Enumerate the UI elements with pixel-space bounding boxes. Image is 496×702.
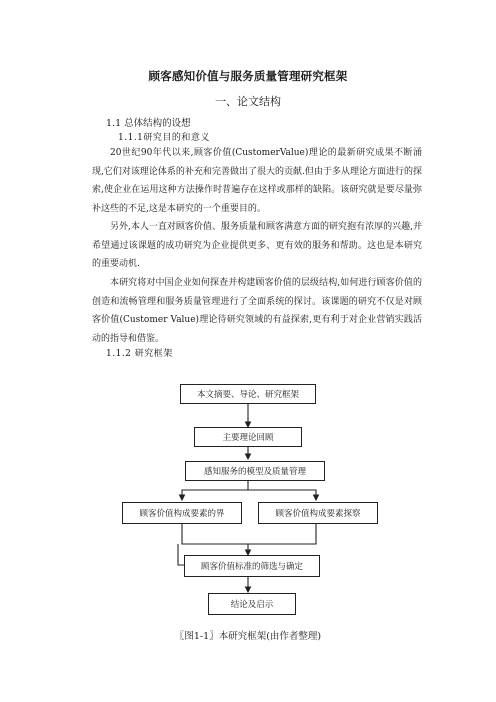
flow-box-abstract: 本文摘要、导论、研究框架 [180,384,316,404]
figure-caption: 〖图1-1〗本研究框架(由作者整理) [174,631,322,642]
subsection-heading: 1.1 总体结构的设想 [106,118,191,129]
flow-box-conclusion: 结论及启示 [208,593,296,615]
flow-box-value-explore: 顾客价值构成要素探察 [258,502,378,524]
flow-box-service-model: 感知服务的模型及质量管理 [185,461,325,481]
flow-box-theory-review: 主要理论回顾 [194,427,302,447]
paragraph-3: 本研究将对中国企业如何探查并构建顾客价值的层级结构,如何进行顾客价值的创造和流畅管理和服务质量管理进行了全面系统的探讨。该课题的研究不仅是对顾客价值(Customer Value)理论待研究领域的有益探索,更有利于对企业营销实践活动的指导和借鉴。 [92,278,422,344]
arrow-4a-5 [182,524,248,544]
paragraph-1: 20世纪90年代以来,顾客价值(CustomerValue)理论的最新研究成果不断涌现,它们对该理论体系的补充和完善做出了很大的贡献.但由于多从理论方面进行的探索,使企业在运用这种方法操作时普遍存在这样或那样的缺陷。该研究就是要尽量弥补这些的不足,这是本研究的一个重要目的。 [92,148,422,214]
section-heading: 一、论文结构 [215,95,281,108]
sub-subsection-heading-2: 1.1.2 研究框架 [106,349,173,359]
flow-box-standard-selection: 顾客价值标准的筛选与确定 [184,555,320,577]
arrow-4b-5 [248,524,316,544]
flow-box-value-boundary: 顾客价值构成要素的界 [122,502,242,524]
document-title: 顾客感知价值与服务质量管理研究框架 [148,69,348,83]
arrow-3-4b [248,490,316,500]
paragraph-2: 另外,本人一直对顾客价值、服务质量和顾客满意方面的研究抱有浓厚的兴趣,并希望通过该课题的成功研究为企业提供更多、更有效的服务和帮助。这也是本研究的重要动机. [92,222,422,269]
sub-subsection-heading-1: 1.1.1研究目的和意义 [118,133,210,143]
arrow-3-4a [182,481,248,500]
